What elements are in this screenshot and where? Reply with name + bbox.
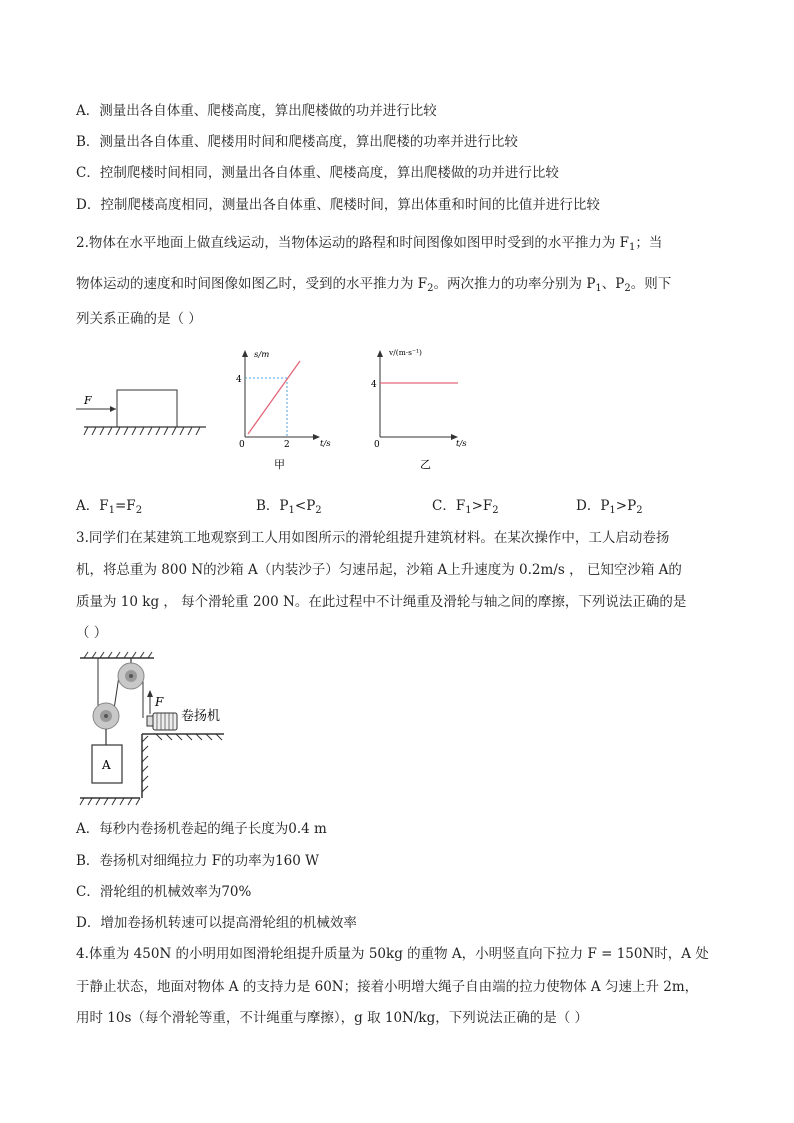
q3-option-d: D．增加卷扬机转速可以提高滑轮组的机械效率 [76,915,357,931]
q2-jia-ylabel: s/m [254,350,270,360]
q4-stem-line1: 4.体重为 450N 的小明用如图滑轮组提升质量为 50kg 的重物 A，小明竖直向下拉力 F = 150N时，A 处 [76,946,709,962]
q3-pulley-figure [76,650,246,810]
q2-yi-ylabel: v/(m·s⁻¹) [389,348,422,357]
q4-stem-line3: 用时 10s（每个滑轮等重，不计绳重与摩擦），g 取 10N/kg，下列说法正确的是（ ） [76,1010,589,1026]
q2-yi-ytick: 4 [371,380,377,390]
q3-option-a: A．每秒内卷扬机卷起的绳子长度为0.4 m [76,821,327,837]
q2-stem-line2: 物体运动的速度和时间图像如图乙时，受到的水平推力为 $F_2$。两次推力的功率分别为 $P_1$、$P_2$。则下 [76,276,672,294]
q3-winch-label: 卷扬机 [181,709,221,724]
q2-jia-line [248,361,300,434]
q1-option-b: B．测量出各自体重、爬楼用时间和爬楼高度，算出爬楼的功率并进行比较 [76,134,518,150]
q3-stem-line1: 3.同学们在某建筑工地观察到工人用如图所示的滑轮组提升建筑材料。在某次操作中，工人启动卷扬 [76,530,670,546]
q2-block-figure [74,385,214,440]
q2-graph-yi [368,345,478,470]
q4-stem-line2: 于静止状态，地面对物体 A 的支持力是 60N；接着小明增大绳子自由端的拉力使物体 A 匀速上升 2m， [76,979,699,995]
q3-box-label: A [102,758,111,772]
q2-jia-ytick: 4 [236,375,242,385]
q2-option-a: A．$F_1=F_2$ [76,498,143,516]
q2-yi-caption: 乙 [420,458,431,471]
q1-option-c: C．控制爬楼时间相同，测量出各自体重、爬楼高度，算出爬楼做的功并进行比较 [76,165,559,181]
q3-stem-line2: 机，将总重为 800 N的沙箱 A（内装沙子）匀速吊起，沙箱 A上升速度为 0.2m/s ， 已知空沙箱 A的 [76,562,682,578]
q2-jia-xtick: 2 [284,440,290,450]
q2-force-label: F [84,394,92,407]
q2-option-c: C．$F_1>F_2$ [432,498,499,516]
q3-stem-line4: （ ） [76,625,108,641]
q1-option-a: A．测量出各自体重、爬楼高度，算出爬楼做的功并进行比较 [76,103,437,119]
q2-option-d: D．$P_1>P_2$ [576,498,643,516]
q2-option-b: B．$P_1<P_2$ [256,498,322,516]
q3-stem-line3: 质量为 10 kg ， 每个滑轮重 200 N。在此过程中不计绳重及滑轮与轴之间的摩擦，下列说法正确的是 [76,594,687,610]
q3-force-label: F [155,695,164,709]
q2-jia-origin: 0 [239,440,245,450]
q2-jia-caption: 甲 [274,458,285,471]
q2-block [117,390,177,427]
q2-graph-jia [228,345,338,470]
q3-option-c: C．滑轮组的机械效率为70% [76,884,252,900]
q2-yi-origin: 0 [374,440,380,450]
q2-yi-xlabel: t/s [456,439,467,449]
q1-option-d: D．控制爬楼高度相同，测量出各自体重、爬楼时间，算出体重和时间的比值并进行比较 [76,197,600,213]
q3-option-b: B．卷扬机对细绳拉力 F的功率为160 W [76,853,320,869]
q2-stem-line1: 2.物体在水平地面上做直线运动，当物体运动的路程和时间图像如图甲时受到的水平推力为 $F_1$；当 [76,235,663,253]
q2-stem-line3: 列关系正确的是（ ） [76,311,202,327]
q2-jia-xlabel: t/s [320,439,331,449]
